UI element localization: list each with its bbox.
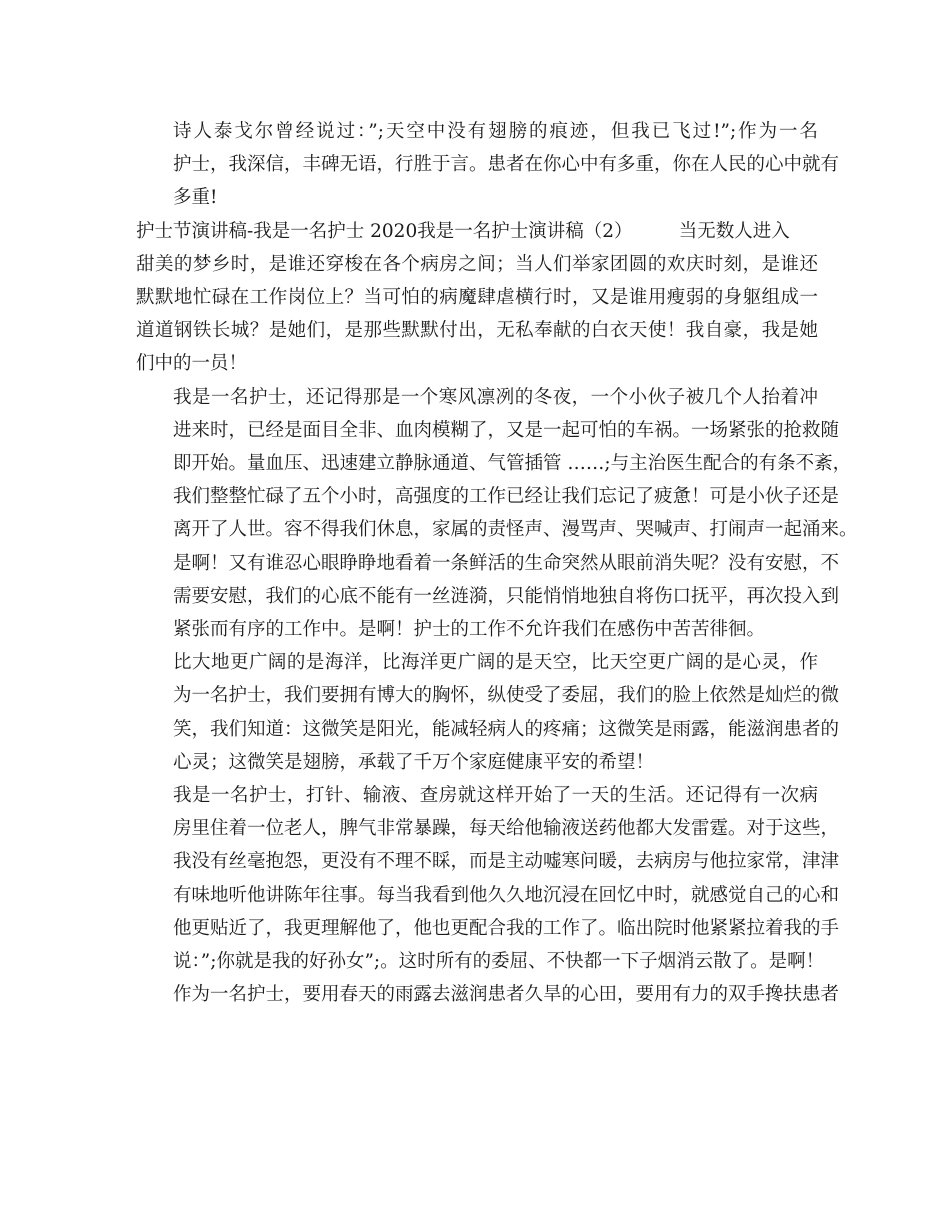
paragraph-broad-mind (136, 646, 840, 779)
paragraph-winter-night (136, 381, 858, 647)
text-line: 甜美的梦乡时，是谁还穿梭在各个病房之间；当人们举家团圆的欢庆时刻，是谁还 (136, 253, 818, 275)
text-line: 为一名护士，我们要拥有博大的胸怀，纵使受了委屈，我们的脸上依然是灿烂的微 (173, 685, 840, 707)
paragraph-speech-title (136, 215, 818, 381)
text-line: 房里住着一位老人，脾气非常暴躁，每天给他输液送药他都大发雷霆。对于这些， (173, 818, 840, 840)
text-line: 需要安慰，我们的心底不能有一丝涟漪，只能悄悄地独自将伤口抚平，再次投入到 (173, 585, 840, 607)
text-line: 离开了人世。容不得我们休息，家属的责怪声、漫骂声、哭喊声、打闹声一起涌来。 (173, 519, 858, 541)
text-line: 他更贴近了，我更理解他了，他也更配合我的工作了。临出院时他紧紧拉着我的手 (173, 917, 840, 939)
paragraph-daily-work (136, 779, 840, 1011)
text-line: 们中的一员！ (136, 353, 248, 375)
text-line: 心灵；这微笑是翅膀，承载了千万个家庭健康平安的希望！ (173, 751, 655, 773)
text-line: 道道钢铁长城？是她们，是那些默默付出，无私奉献的白衣天使！我自豪，我是她 (136, 320, 818, 342)
text-line: 有味地听他讲陈年往事。每当我看到他久久地沉浸在回忆中时，就感觉自己的心和 (173, 884, 840, 906)
text-line: 多重! (173, 187, 218, 209)
text-line: 说：”;你就是我的好孙女”;。这时所有的委屈、不快都一下子烟消云散了。是啊！ (173, 951, 825, 973)
paragraph-quote-tagore (136, 115, 840, 215)
text-line: 比大地更广阔的是海洋，比海洋更广阔的是天空，比天空更广阔的是心灵，作 (173, 652, 818, 674)
text-line: 护士节演讲稿-我是一名护士 2020我是一名护士演讲稿（2） 当无数人进入 (136, 220, 790, 242)
text-line: 默默地忙碌在工作岗位上？当可怕的病魔肆虐横行时，又是谁用瘦弱的身躯组成一 (136, 287, 818, 309)
text-line: 我是一名护士，还记得那是一个寒风凛冽的冬夜，一个小伙子被几个人抬着冲 (173, 386, 818, 408)
text-line: 护士，我深信，丰碑无语，行胜于言。患者在你心中有多重，你在人民的心中就有 (173, 154, 840, 176)
text-line: 我没有丝毫抱怨，更没有不理不睬，而是主动嘘寒问暖，去病房与他拉家常，津津 (173, 851, 840, 873)
text-line: 笑，我们知道：这微笑是阳光，能减轻病人的疼痛；这微笑是雨露，能滋润患者的 (173, 718, 840, 740)
text-line: 作为一名护士，要用春天的雨露去滋润患者久旱的心田，要用有力的双手搀扶患者 (173, 984, 840, 1006)
text-line: 我是一名护士，打针、输液、查房就这样开始了一天的生活。还记得有一次病 (173, 785, 818, 807)
text-line: 即开始。量血压、迅速建立静脉通道、气管插管 ……;与主治医生配合的有条不紊， (173, 453, 852, 475)
text-line: 诗人泰戈尔曾经说过：”;天空中没有翅膀的痕迹，但我已飞过!”;作为一名 (173, 121, 818, 142)
text-line: 紧张而有序的工作中。是啊！护士的工作不允许我们在感伤中苦苦徘徊。 (173, 619, 766, 641)
text-line: 是啊！又有谁忍心眼睁睁地看着一条鲜活的生命突然从眼前消失呢？没有安慰，不 (173, 552, 840, 574)
document-body (136, 115, 858, 1011)
text-line: 进来时，已经是面目全非、血肉模糊了，又是一起可怕的车祸。一场紧张的抢救随 (173, 419, 840, 441)
text-line: 我们整整忙碌了五个小时，高强度的工作已经让我们忘记了疲惫！可是小伙子还是 (173, 486, 840, 508)
